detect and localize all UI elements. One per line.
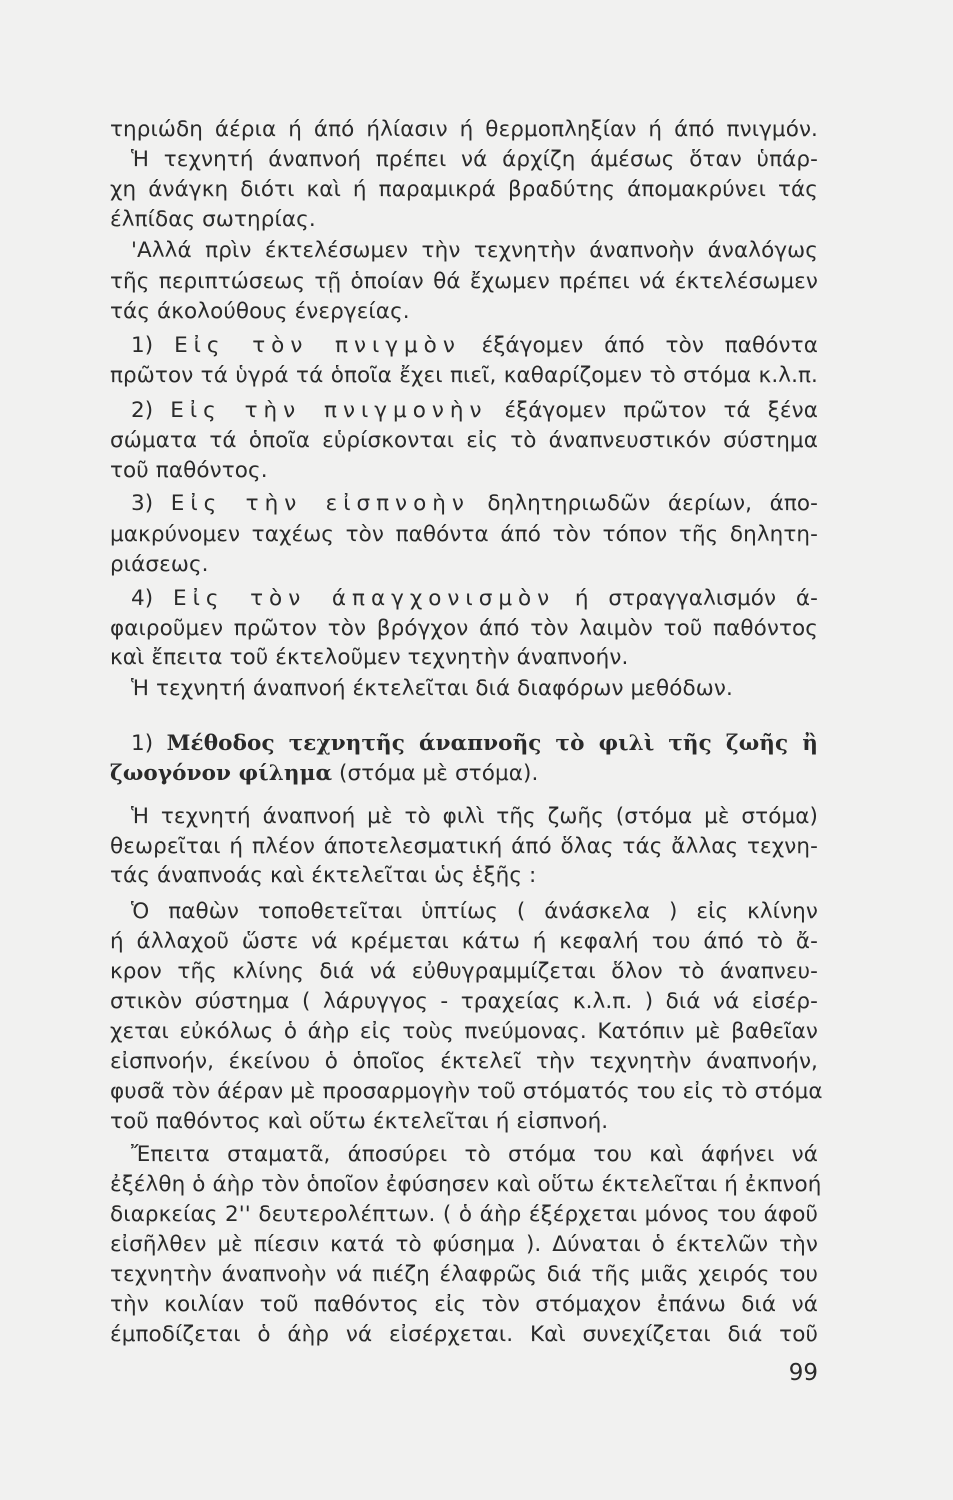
line-text: έξάγομεν άπό τὸν παθόντα [460, 333, 818, 358]
line-text: χη άνάγκη διότι καὶ ή παραμικρά βραδύτης άπομακρύνει τάς [110, 177, 818, 202]
line-text: τοῦ παθόντος καὶ οὕτω έκτελεῖται ή εἰσπνοή. [110, 1109, 609, 1134]
spaced-emphasis-text: Εἰς τὸν άπαγχονισμὸν [173, 586, 556, 611]
text-line [110, 267, 818, 297]
text-line [110, 361, 818, 391]
text-line [131, 145, 818, 175]
line-text: έλπίδας σωτηρίας. [110, 207, 316, 232]
text-line [110, 115, 818, 145]
spaced-emphasis-text: Εἰς τὸν πνιγμὸν [174, 333, 461, 358]
line-text: ἐξέλθη ὁ άὴρ τὸν ὁποῖον ἐφύσησεν καὶ οὕτω έκτελεῖται ή ἐκπνοή [110, 1172, 822, 1197]
line-text: ή άλλαχοῦ ὥστε νά κρέμεται κάτω ή κεφαλή του άπό τὸ ἄ- [110, 929, 818, 954]
text-line [110, 957, 818, 987]
text-line [110, 643, 818, 673]
text-line [110, 1320, 818, 1350]
text-line [110, 987, 818, 1017]
text-line [110, 1290, 818, 1320]
text-line [110, 861, 818, 891]
text-line [110, 832, 818, 862]
text-line [110, 205, 818, 235]
text-line [110, 1077, 823, 1107]
spaced-emphasis-text: Εἰς τὴν εἰσπνοὴν [170, 491, 470, 516]
text-line [110, 175, 818, 205]
line-text: σώματα τά ὁποῖα εὑρίσκονται εἰς τὸ άναπνευστικόν σύστημα [110, 428, 818, 453]
line-text: 3) [131, 491, 171, 516]
text-line [131, 396, 818, 426]
text-line [110, 520, 818, 550]
line-text: τεχνητὴν άναπνοὴν νά πιέζη έλαφρῶς διά τῆς μιᾶς χειρός του [110, 1262, 818, 1287]
text-line [131, 331, 818, 361]
text-line [131, 897, 818, 927]
line-text: καὶ ἔπειτα τοῦ έκτελοῦμεν τεχνητὴν άναπνοήν. [110, 645, 629, 670]
line-text: εἰσῆλθεν μὲ πίεσιν κατά τὸ φύσημα ). Δύναται ὁ έκτελῶν τὴν [110, 1232, 818, 1257]
line-text: έμποδίζεται ὁ άὴρ νά εἰσέρχεται. Καὶ συνεχίζεται διά τοῦ [110, 1322, 818, 1347]
line-text: 4) [131, 586, 173, 611]
text-line [110, 927, 818, 957]
line-text: 'Αλλά πρὶν έκτελέσωμεν τὴν τεχνητὴν άναπνοὴν άναλόγως [131, 238, 818, 263]
line-text: θεωρεῖται ή πλέον άποτελεσματική άπό ὅλας τάς ἄλλας τεχνη- [110, 834, 818, 859]
text-line [110, 1017, 818, 1047]
text-line [110, 1047, 818, 1077]
text-line [131, 674, 818, 704]
text-line [131, 802, 818, 832]
text-line [110, 426, 818, 456]
line-text: Ἡ τεχνητή άναπνοή έκτελεῖται διά διαφόρων μεθόδων. [131, 676, 733, 701]
text-line [131, 584, 818, 614]
page-number: 99 [788, 1360, 818, 1386]
text-line [110, 456, 818, 486]
line-text: κρον τῆς κλίνης διά νά εὐθυγραμμίζεται ὅλον τὸ άναπνευ- [110, 959, 818, 984]
line-text: τάς άναπνοάς καὶ έκτελεῖται ὡς ἑξῆς : [110, 863, 537, 888]
line-text: μακρύνομεν ταχέως τὸν παθόντα άπό τὸν τόπον τῆς δηλητη- [110, 522, 818, 547]
text-line [110, 1107, 818, 1137]
bold-heading-text: ζωογόνον φίλημα [110, 761, 333, 786]
line-text: διαρκείας 2'' δευτερολέπτων. ( ὁ άὴρ έξέρχεται μόνος του άφοῦ [110, 1202, 818, 1227]
spaced-emphasis-text: Εἰς τὴν πνιγμονὴν [170, 398, 488, 423]
line-text: Ἔπειτα σταματᾶ, άποσύρει τὸ στόμα του καὶ άφήνει νά [131, 1142, 818, 1167]
line-text: Ἡ τεχνητή άναπνοή μὲ τὸ φιλὶ τῆς ζωῆς (στόμα μὲ στόμα) [131, 804, 818, 829]
line-text: εἰσπνοήν, έκείνου ὁ ὁποῖος έκτελεῖ τὴν τεχνητὴν άναπνοήν, [110, 1049, 818, 1074]
text-line [110, 614, 818, 644]
text-line [110, 1170, 822, 1200]
text-line [131, 729, 818, 759]
text-line [110, 759, 818, 789]
line-text: ριάσεως. [110, 552, 209, 577]
line-text: τοῦ παθόντος. [110, 458, 268, 483]
line-text: τῆς περιπτώσεως τῇ ὁποίαν θά ἔχωμεν πρέπει νά έκτελέσωμεν [110, 269, 818, 294]
line-text: φαιροῦμεν πρῶτον τὸν βρόγχον άπό τὸν λαιμὸν τοῦ παθόντος [110, 616, 818, 641]
text-line [131, 1140, 818, 1170]
line-text: φυσᾶ τὸν άέραν μὲ προσαρμογὴν τοῦ στόματός του εἰς τὸ στόμα [110, 1079, 823, 1104]
line-text: 1) [131, 333, 175, 358]
line-text: ή στραγγαλισμόν ά- [555, 586, 818, 611]
text-line [110, 550, 818, 580]
text-line [131, 236, 818, 266]
line-text: (στόμα μὲ στόμα). [332, 761, 539, 786]
text-line [110, 1200, 818, 1230]
line-text: τάς άκολούθους ένεργείας. [110, 299, 410, 324]
text-line [110, 1260, 818, 1290]
line-text: έξάγομεν πρῶτον τά ξένα [487, 398, 818, 423]
line-text: 2) [131, 398, 171, 423]
line-text: πρῶτον τά ὑγρά τά ὁποῖα ἔχει πιεῖ, καθαρίζομεν τὸ στόμα κ.λ.π. [110, 363, 818, 388]
text-line [110, 1230, 818, 1260]
line-text: 1) [131, 731, 167, 756]
bold-heading-text: Μέθοδος τεχνητῆς άναπνοῆς τὸ φιλὶ τῆς ζωῆς ἢ [166, 731, 818, 756]
text-line [110, 297, 818, 327]
line-text: δηλητηριωδῶν άερίων, άπο- [469, 491, 818, 516]
line-text: τηριώδη άέρια ή άπό ήλίασιν ή θερμοπληξίαν ή άπό πνιγμόν. [110, 117, 818, 142]
line-text: Ὁ παθὼν τοποθετεῖται ὑπτίως ( άνάσκελα ) εἰς κλίνην [131, 899, 818, 924]
line-text: στικὸν σύστημα ( λάρυγγος - τραχείας κ.λ.π. ) διά νά εἰσέρ- [110, 989, 818, 1014]
line-text: τὴν κοιλίαν τοῦ παθόντος εἰς τὸν στόμαχον ἐπάνω διά νά [110, 1292, 818, 1317]
line-text: χεται εὐκόλως ὁ άὴρ εἰς τοὺς πνεύμονας. Κατόπιν μὲ βαθεῖαν [110, 1019, 818, 1044]
text-line [131, 489, 818, 519]
line-text: Ἡ τεχνητή άναπνοή πρέπει νά άρχίζη άμέσως ὅταν ὑπάρ- [131, 147, 818, 172]
